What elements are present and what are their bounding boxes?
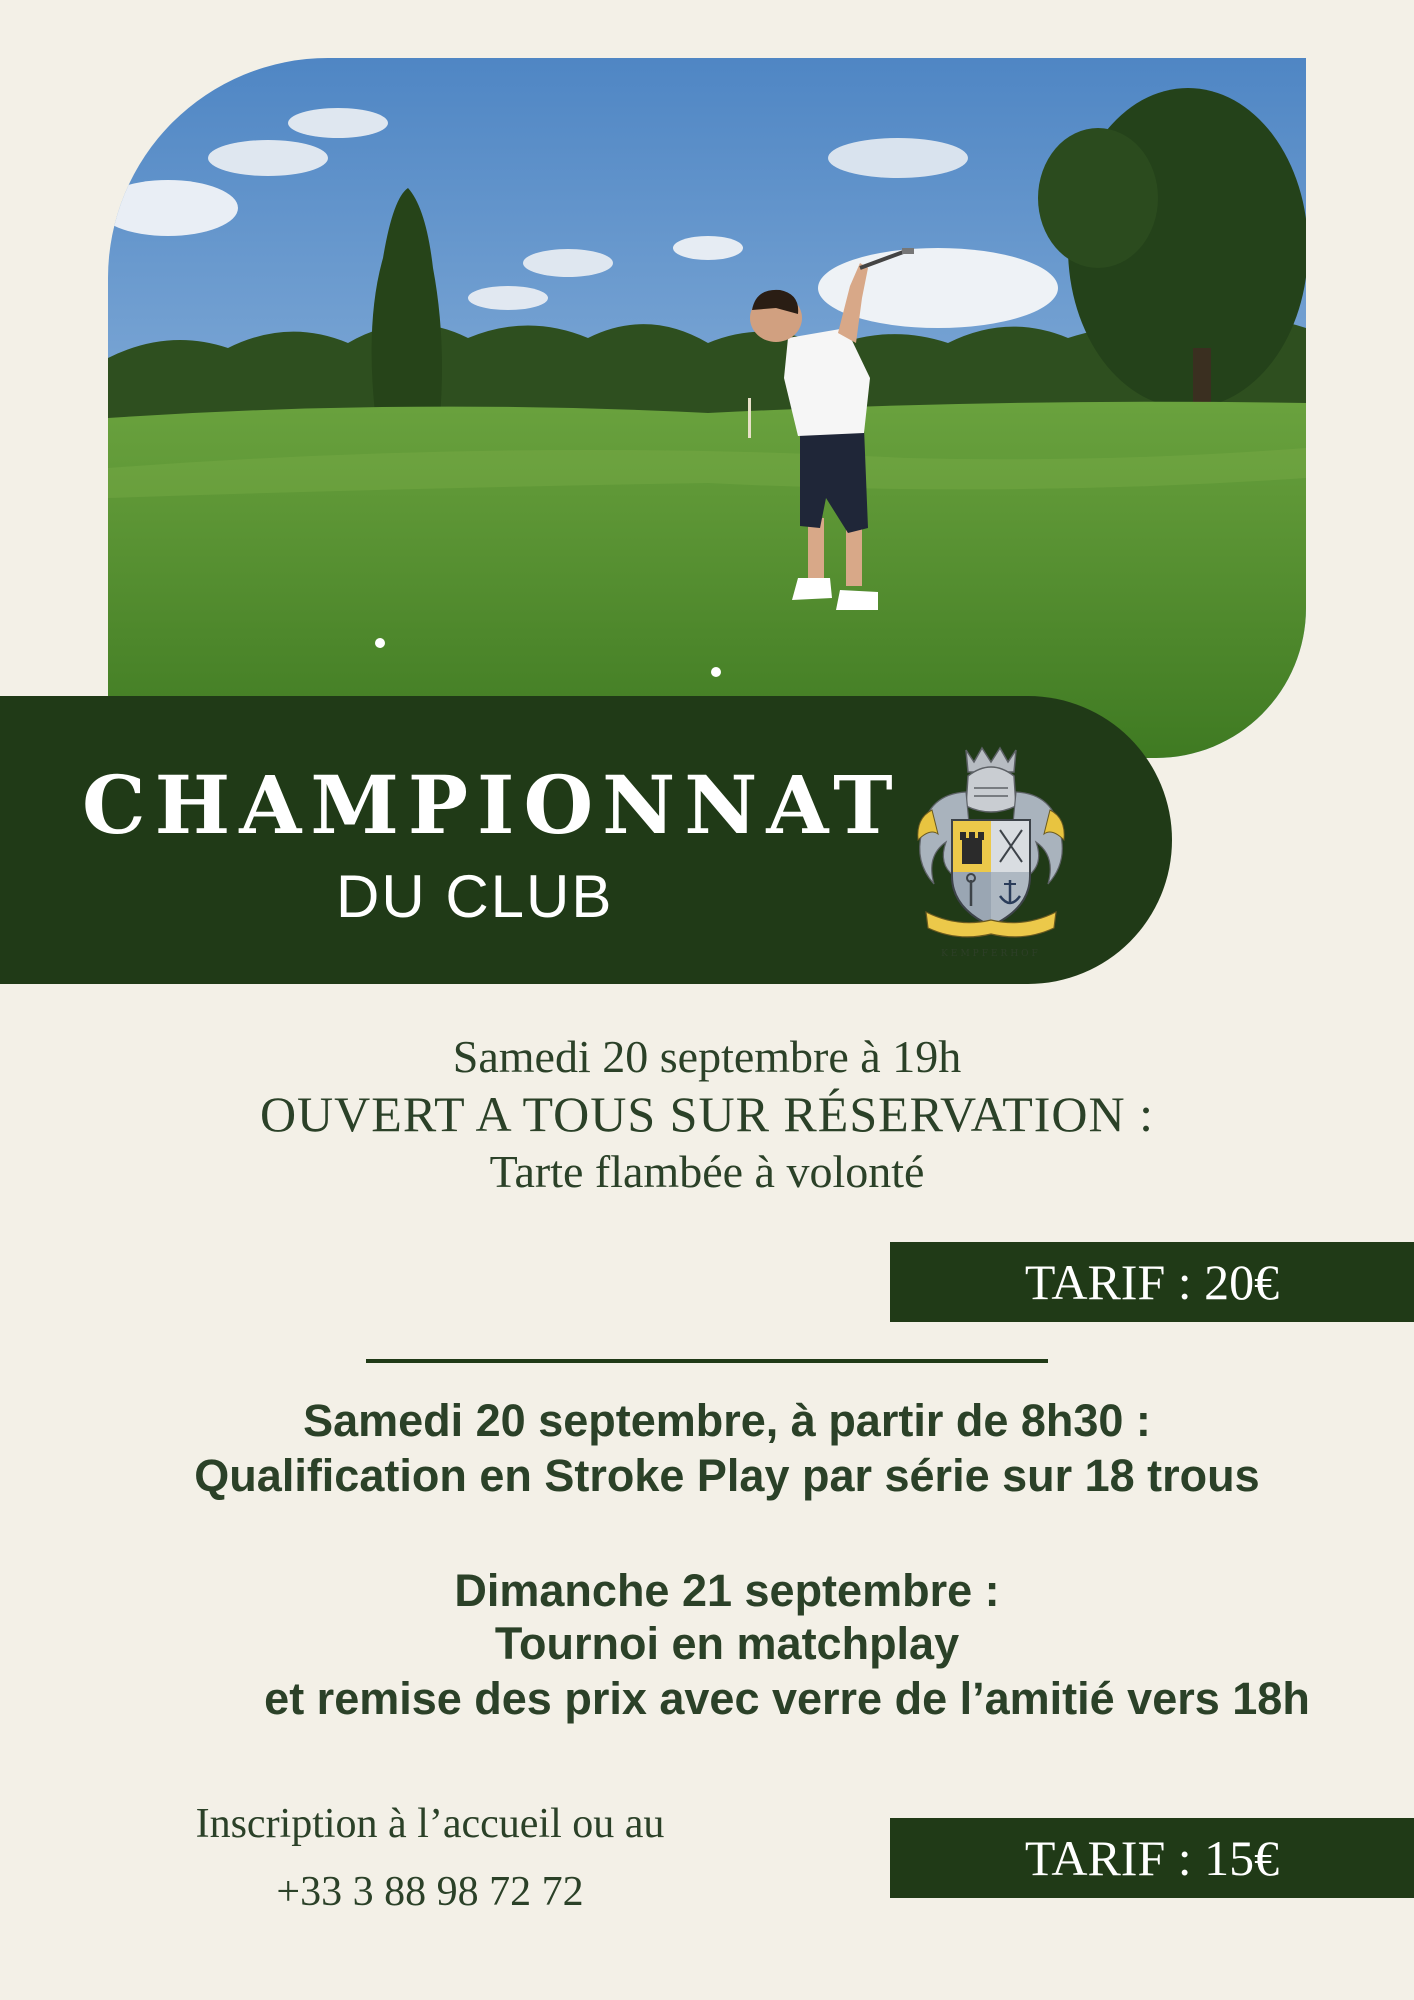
competition-tarif-badge	[890, 1818, 1414, 1898]
registration-text: Inscription à l’accueil ou au	[195, 1801, 665, 1847]
competition-tarif-label: TARIF : 15€	[1024, 1830, 1280, 1886]
schedule-day1: Samedi 20 septembre, à partir de 8h30 :	[303, 1395, 1151, 1446]
evening-tarif-badge	[890, 1242, 1414, 1322]
golfer-photo	[108, 58, 1306, 758]
schedule-day2-prizes: et remise des prix avec verre de l’amitié vers 18h	[264, 1673, 1310, 1724]
registration-phone: +33 3 88 98 72 72	[276, 1869, 584, 1915]
evening-food: Tarte flambée à volonté	[489, 1146, 925, 1197]
divider	[366, 1359, 1048, 1363]
schedule-day1-detail: Qualification en Stroke Play par série sur 18 trous	[194, 1450, 1260, 1501]
club-crest-icon	[908, 744, 1074, 960]
page-title: CHAMPIONNAT	[82, 758, 902, 852]
page-subtitle: DU CLUB	[336, 863, 614, 930]
schedule-day2: Dimanche 21 septembre :	[454, 1565, 1000, 1616]
evening-tarif-label: TARIF : 20€	[1024, 1254, 1280, 1310]
crest-motto: KEMPFERHOF	[941, 949, 1041, 959]
evening-date: Samedi 20 septembre à 19h	[452, 1031, 962, 1082]
evening-open: OUVERT A TOUS SUR RÉSERVATION :	[259, 1086, 1155, 1142]
club-crest	[908, 744, 1074, 960]
golfer-photo-icon	[108, 58, 1306, 758]
schedule-day2-detail: Tournoi en matchplay	[494, 1618, 960, 1669]
